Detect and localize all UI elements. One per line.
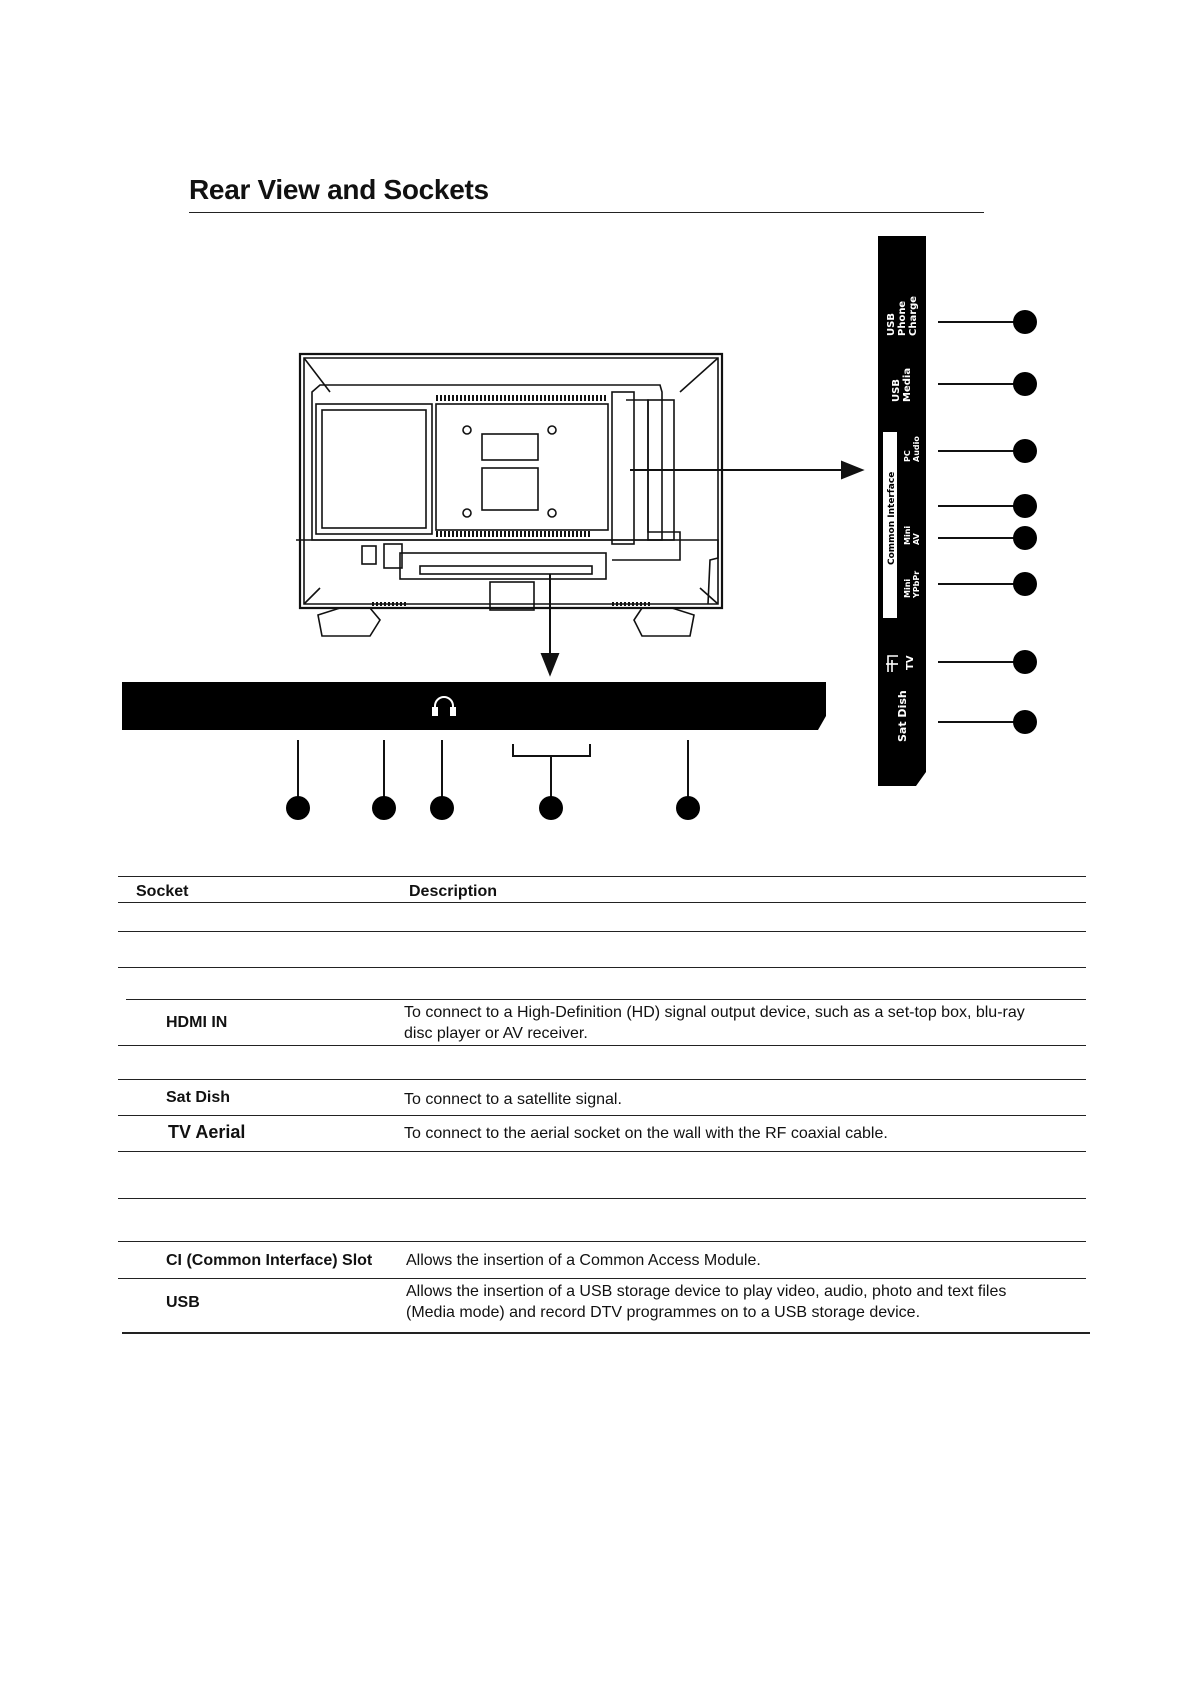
table-row-socket: CI (Common Interface) Slot: [166, 1252, 373, 1269]
bottom-callout-markers: [286, 796, 700, 820]
label-mini-av: Mini AV: [903, 525, 921, 545]
table-row-socket: TV Aerial: [168, 1122, 246, 1142]
label-sat-dish: Sat Dish: [896, 690, 909, 742]
table-row-description: Allows the insertion of a USB storage device to play video, audio, photo and text files (Media mode) and record DTV programmes on to a USB storage device.: [406, 1283, 1007, 1321]
table-row-socket: HDMI IN: [166, 1014, 228, 1031]
page-title: Rear View and Sockets: [189, 174, 489, 205]
header-socket: Socket: [136, 883, 189, 900]
side-socket-panel: [878, 236, 1037, 786]
side-callout-markers: [1013, 310, 1037, 734]
table-row-description: To connect to a High-Definition (HD) signal output device, such as a set-top box, blu-ray disc player or AV receiver.: [404, 1004, 1025, 1042]
table-row-description: Allows the insertion of a Common Access Module.: [406, 1252, 761, 1269]
bottom-socket-panel: [122, 682, 826, 820]
label-mini-ypbpr: Mini YPbPr: [903, 570, 921, 598]
header-description: Description: [409, 883, 498, 900]
pointer-arrows: [542, 462, 862, 674]
label-usb-media: USB Media: [891, 367, 913, 402]
label-tv: TV: [905, 655, 916, 670]
table-row-socket: USB: [166, 1294, 200, 1311]
table-row-socket: Sat Dish: [166, 1089, 231, 1106]
table-row-description: To connect to a satellite signal.: [404, 1091, 622, 1108]
label-usb-phone-charge: USB Phone Charge: [886, 295, 919, 336]
label-pc-audio: PC Audio: [903, 436, 921, 462]
rear-view-diagram: [0, 0, 1190, 840]
label-common-interface: Common Interface: [887, 471, 897, 565]
table-row-description: To connect to the aerial socket on the wall with the RF coaxial cable.: [404, 1125, 888, 1142]
